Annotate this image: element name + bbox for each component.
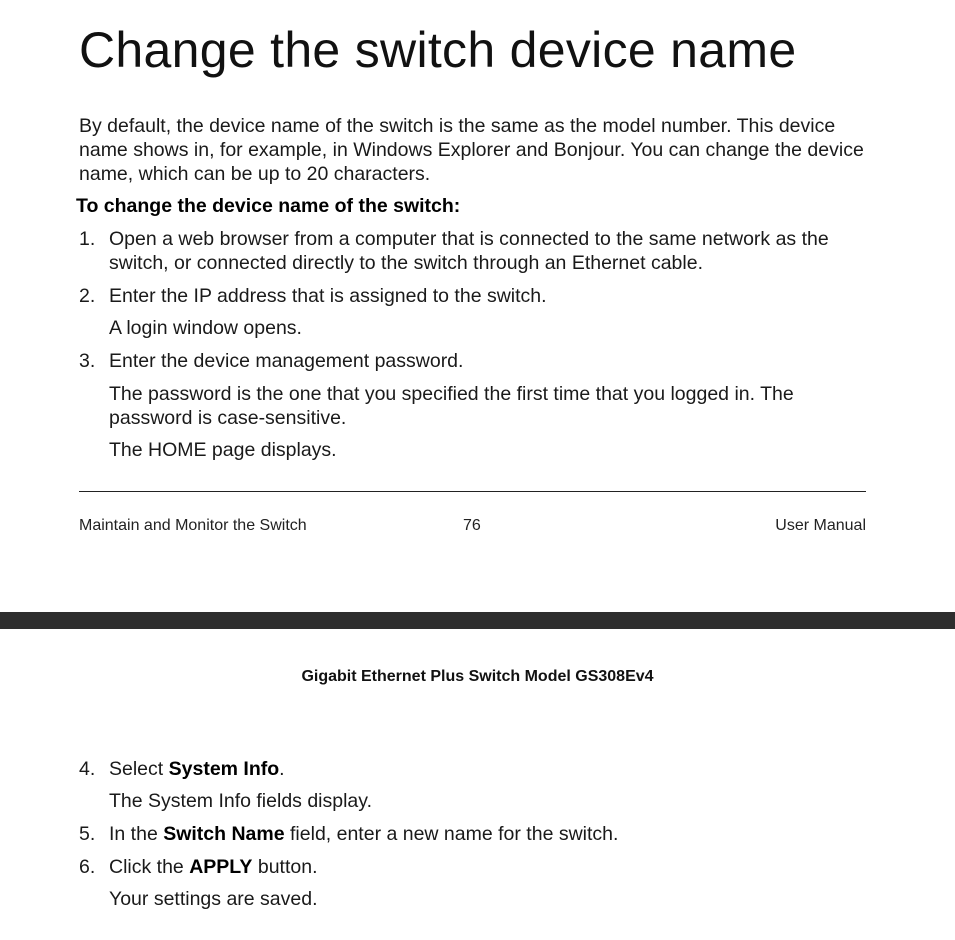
footer-doc-type: User Manual xyxy=(775,517,866,534)
step-6-text xyxy=(109,855,879,879)
intro-paragraph: By default, the device name of the switch is the same as the model number. This device name shows in, for example, in Windows Explorer and Bonjour. You can change the device name, which can be up to 20 characters. xyxy=(79,115,864,185)
step-6-post: button. xyxy=(252,856,318,878)
step-3-result-2: The HOME page displays. xyxy=(109,439,337,461)
step-6-ui-term: APPLY xyxy=(189,856,253,878)
footer-divider xyxy=(79,491,866,492)
step-4-pre: Select xyxy=(109,758,169,780)
procedure-heading: To change the device name of the switch: xyxy=(76,195,461,217)
step-4-number: 4. xyxy=(79,758,96,780)
step-3-text: Enter the device management password. xyxy=(109,350,464,372)
footer-chapter: Maintain and Monitor the Switch xyxy=(79,517,307,534)
step-2-text: Enter the IP address that is assigned to the switch. xyxy=(109,285,547,307)
step-3-result: The password is the one that you specified the first time that you logged in. The password is case-sensitive. xyxy=(109,383,794,429)
step-5-ui-term: Switch Name xyxy=(163,823,285,845)
step-4-ui-term: System Info xyxy=(168,758,280,780)
step-2-result: A login window opens. xyxy=(109,317,302,339)
running-header: Gigabit Ethernet Plus Switch Model GS308Ev4 xyxy=(301,668,654,685)
step-3-number: 3. xyxy=(79,350,96,372)
step-5-pre: In the xyxy=(109,823,164,845)
step-6-number: 6. xyxy=(79,856,96,878)
page-title: Change the switch device name xyxy=(79,22,797,78)
step-5-post: field, enter a new name for the switch. xyxy=(284,823,619,845)
step-6-pre: Click the xyxy=(109,856,190,878)
page-separator xyxy=(0,612,955,629)
step-6-result: Your settings are saved. xyxy=(109,888,318,910)
step-5-number: 5. xyxy=(79,823,96,845)
footer-page-number: 76 xyxy=(463,517,481,534)
step-2-number: 2. xyxy=(79,285,96,307)
step-4-post: . xyxy=(279,758,285,780)
step-5-text xyxy=(109,822,879,846)
step-1-number: 1. xyxy=(79,228,96,250)
step-4-text xyxy=(109,757,879,781)
step-1-text: Open a web browser from a computer that is connected to the same network as the switch, or connected directly to the switch through an Ethernet cable. xyxy=(109,228,829,274)
step-4-result: The System Info fields display. xyxy=(109,790,373,812)
